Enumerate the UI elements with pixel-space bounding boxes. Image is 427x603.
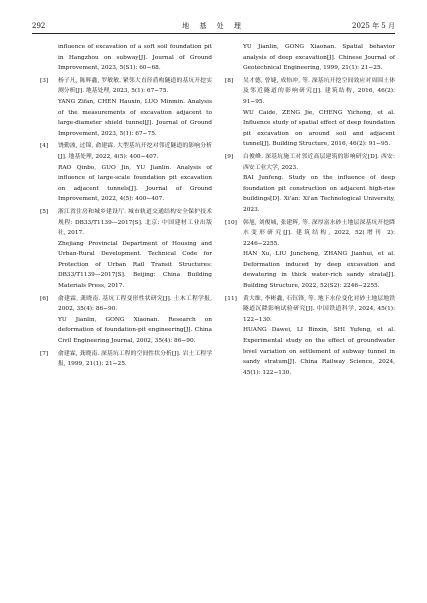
reference-item xyxy=(225,76,395,150)
reference-number: [5] xyxy=(40,208,49,215)
reference-item xyxy=(40,207,212,292)
reference-text: 俞建霖, 龚晓南. 基坑工程变形性状研究[J]. 土木工程学报, 2002, 35(4): 86−90. xyxy=(58,295,212,313)
reference-text: YU Jianlin, GONG Xiaonan. Spatial behavior analysis of deep excavation[J]. Chinese Journal of Geotechnical Engineering, 1999, 21(1): 21−25. xyxy=(243,44,395,72)
page-number: 292 xyxy=(32,22,46,30)
left-column-references xyxy=(40,42,212,372)
reference-item xyxy=(225,42,395,74)
issue-date: 2025 年 5 月 xyxy=(352,22,395,30)
reference-text: 韩旭, 刘俊城, 张建辉, 等. 深厚富水砂土地层深基坑开挖降水变形研究[J]. 建筑结构, 2022, 52(增刊 2): 2246−2255. xyxy=(243,219,395,247)
reference-text: RAO Qinbo, GUO Jin, YU Jianlin. Analysis of influence of large-scale foundation pit excavation on adjacent tunnels[J]. Journal of Ground Improvement, 2022, 4(5): 400−407. xyxy=(58,164,212,203)
reference-item xyxy=(40,349,212,370)
reference-text: 浙江省住房和城乡建设厅. 城市轨道交通结构安全保护技术规程: DB33/T1139—2017[S]. 北京: 中国建材工业出版社, 2017. xyxy=(58,208,212,237)
reference-text: 饶勤波, 过锦, 俞建霖. 大型基坑开挖对邻近隧道的影响分析[J]. 地基处理, 2022, 4(5): 400−407. xyxy=(58,143,212,160)
reference-item xyxy=(40,42,212,74)
reference-number: [7] xyxy=(40,350,49,357)
reference-item xyxy=(225,294,395,379)
page-header xyxy=(32,19,395,34)
reference-text: YU Jianlin, GONG Xiaonan. Research on deformation of foundation-pit engineering[J]. China Civil Engineering Journal, 2002, 35(4): 86−90. xyxy=(58,316,212,345)
reference-text: WU Caide, ZENG Jie, CHENG Yichong, et al. Influence study of spatial effect of deep foundation pit excavation on around soil and adjacent tunnel[J]. Building Structure, 2016, 46(2): 91−95. xyxy=(243,109,395,148)
reference-text: 杨子凡, 陈辉鑫, 罗敏敏. 紧邻大直径盾构隧道的基坑开挖实测分析[J]. 地基处理, 2023, 5(1): 67−75. xyxy=(58,77,212,95)
reference-text: 俞建霖, 龚晓南. 深基坑工程的空间性状分析[J]. 岩土工程学报, 1999, 21(1): 21−25. xyxy=(58,350,212,368)
reference-text: influence of excavation of a soft soil foundation pit in Hangzhou on subway[J]. Journal of Ground Improvement, 2023, 5(S1): 60−68. xyxy=(58,44,212,72)
reference-item xyxy=(225,218,395,292)
reference-number: [3] xyxy=(40,77,49,84)
reference-number: [4] xyxy=(40,143,49,150)
reference-text: HAN Xu, LIU Juncheng, ZHANG Jianhui, et al. Deformation induced by deep excavation and dewatering in thick water-rich sandy strata[J]. Building Structure, 2022, 52(S2): 2246−2255. xyxy=(243,251,395,290)
journal-title: 地 基 处 理 xyxy=(182,22,245,30)
reference-item xyxy=(40,141,212,205)
reference-item xyxy=(40,76,212,140)
reference-item xyxy=(40,294,212,347)
reference-text: 白俊峰. 深基坑施工对邻近高层建筑的影响研究[D]. 西安: 西安工业大学, 2023. xyxy=(243,153,395,171)
reference-number: [9] xyxy=(225,153,234,160)
reference-text: Zhejiang Provincial Department of Housing and Urban-Rural Development. Technical Code for Protection of Urban Rail Transit Structures: DB33/T1139—2017[S]. Beijing: China Building Materials Press, 2017. xyxy=(58,240,212,290)
reference-text: YANG Zifan, CHEN Hauxin, LUO Minmin. Analysis of the measurements of excavation adjacent to large-diameter shield tunnel[J]. Journal of Ground Improvement, 2023, 5(1): 67−75. xyxy=(58,98,212,137)
right-column-references xyxy=(225,42,395,380)
reference-number: [8] xyxy=(225,77,234,84)
reference-number: [6] xyxy=(40,295,49,302)
reference-text: 黄大维, 李彬鑫, 石钰锋, 等. 地下水位变化对砂土地层地铁隧道沉降影响试验研究[J]. 中国铁道科学, 2024, 45(1): 122−130. xyxy=(243,295,395,323)
reference-text: HUANG Dawei, LI Binxin, SHI Yufeng, et al. Experimental study on the effect of groundwater level variation on settlement of subway tunnel in sandy stratum[J]. China Railway Science, 2024, 45(1): 122−130. xyxy=(243,327,395,376)
reference-number: [10] xyxy=(225,219,237,226)
reference-text: BAI Junfeng. Study on the influence of deep foundation pit construction on adjacent high-rise buildings[D]. Xi'an: Xi'an Technological University, 2023. xyxy=(243,175,395,213)
reference-text: 吴才德, 曾婕, 成怡冲, 等. 深基坑开挖空间效应对周围土体及邻近隧道的影响研究[J]. 建筑结构, 2016, 46(2): 91−95. xyxy=(243,77,395,105)
reference-number: [11] xyxy=(225,295,237,302)
reference-item xyxy=(225,152,395,216)
